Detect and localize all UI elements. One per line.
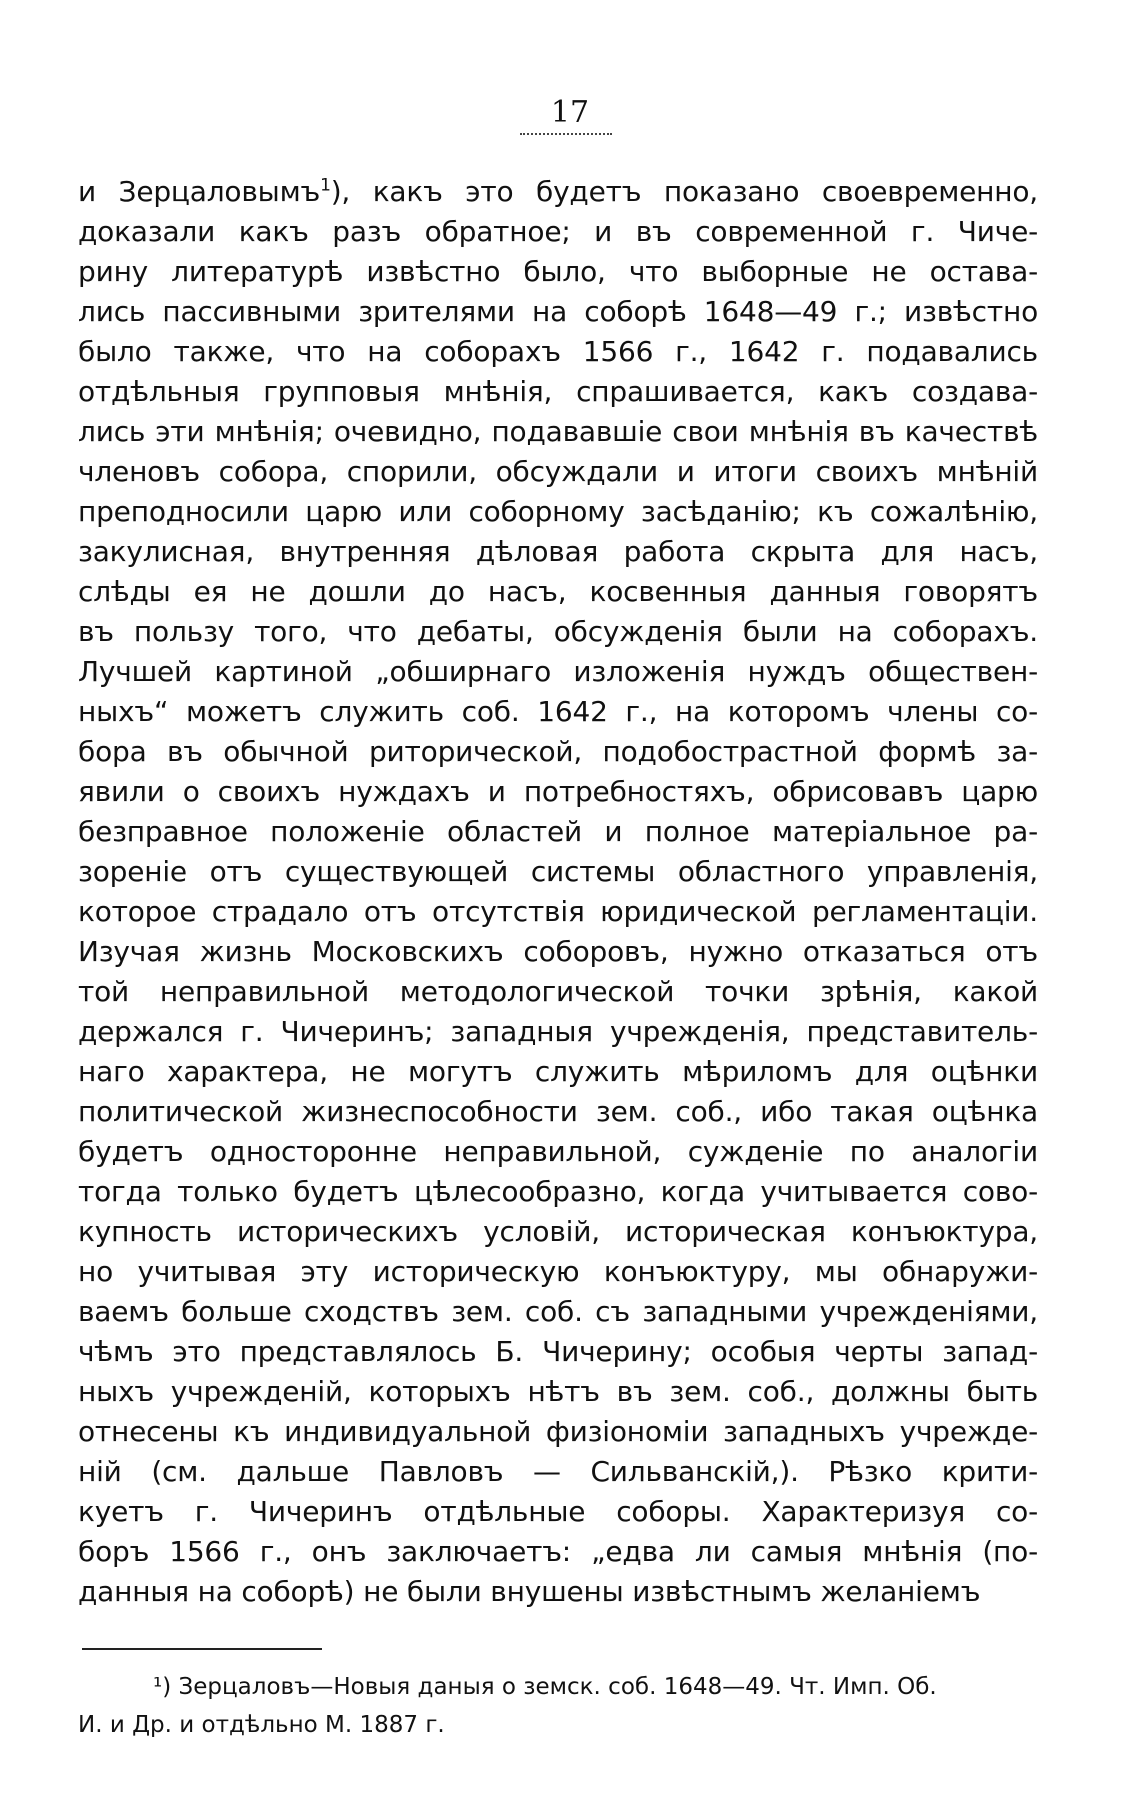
text-line: членовъ собора, спорили, обсуждали и итоги своихъ мнѣній <box>78 455 1038 488</box>
text-line: закулисная, внутренняя дѣловая работа скрыта для насъ, <box>78 535 1038 568</box>
text-line: будетъ односторонне неправильной, сужденіе по аналогіи <box>78 1135 1038 1168</box>
text-line: Изучая жизнь Московскихъ соборовъ, нужно отказаться отъ <box>78 935 1038 968</box>
text-line: безправное положеніе областей и полное матеріальное ра- <box>78 815 1038 848</box>
text-line: но учитывая эту историческую конъюктуру, мы обнаружи- <box>78 1255 1038 1288</box>
text-line: въ пользу того, что дебаты, обсужденія были на соборахъ. <box>78 615 1038 648</box>
text-line: куетъ г. Чичеринъ отдѣльные соборы. Характеризуя со- <box>78 1495 1038 1528</box>
footnote <box>78 1668 1038 1744</box>
text-line: доказали какъ разъ обратное; и въ современной г. Чиче- <box>78 215 1038 248</box>
text-line: было также, что на соборахъ 1566 г., 1642 г. подавались <box>78 335 1038 368</box>
text-line: ныхъ учрежденій, которыхъ нѣтъ въ зем. соб., должны быть <box>78 1375 1038 1408</box>
text-line: той неправильной методологической точки зрѣнія, какой <box>78 975 1038 1008</box>
text-line: тогда только будетъ цѣлесообразно, когда учитывается сово- <box>78 1175 1038 1208</box>
text-fragment: ), какъ это будетъ показано своевременно, <box>330 175 1038 208</box>
text-line: держался г. Чичеринъ; западныя учрежденія, представитель- <box>78 1015 1038 1048</box>
body-text <box>78 172 1038 1612</box>
text-line: политической жизнеспособности зем. соб., ибо такая оцѣнка <box>78 1095 1038 1128</box>
text-line: отдѣльныя групповыя мнѣнія, спрашивается, какъ создава- <box>78 375 1038 408</box>
text-fragment: и Зерцаловымъ <box>78 175 321 208</box>
text-line: отнесены къ индивидуальной физіономіи западныхъ учрежде- <box>78 1415 1038 1448</box>
text-line: лись пассивными зрителями на соборѣ 1648—49 г.; извѣстно <box>78 295 1038 328</box>
text-line: преподносили царю или соборному засѣданію; къ сожалѣнію, <box>78 495 1038 528</box>
text-line: рину литературѣ извѣстно было, что выборные не остава- <box>78 255 1038 288</box>
text-line: которое страдало отъ отсутствія юридической регламентаціи. <box>78 895 1038 928</box>
text-line: Лучшей картиной „обширнаго изложенія нуждъ обществен- <box>78 655 1038 688</box>
text-line: зореніе отъ существующей системы областного управленія, <box>78 855 1038 888</box>
text-line: слѣды ея не дошли до насъ, косвенныя данныя говорятъ <box>78 575 1038 608</box>
text-line: чѣмъ это представлялось Б. Чичерину; особыя черты запад- <box>78 1335 1038 1368</box>
footnote-marker: 1 <box>320 175 331 196</box>
text-line <box>78 172 1038 212</box>
text-line: явили о своихъ нуждахъ и потребностяхъ, обрисовавъ царю <box>78 775 1038 808</box>
text-line: бора въ обычной риторической, подобострастной формѣ за- <box>78 735 1038 768</box>
page-number-underline <box>520 133 612 135</box>
footnote-line: И. и Др. и отдѣльно М. 1887 г. <box>78 1712 445 1738</box>
text-line: купность историческихъ условій, историческая конъюктура, <box>78 1215 1038 1248</box>
text-line: данныя на соборѣ) не были внушены извѣстнымъ желаніемъ <box>78 1575 981 1608</box>
page-number: 17 <box>550 95 590 130</box>
text-line: ній (см. дальше Павловъ — Сильванскій,). Рѣзко крити- <box>78 1455 1038 1488</box>
text-line: ныхъ“ можетъ служить соб. 1642 г., на которомъ члены со- <box>78 695 1038 728</box>
text-line: ваемъ больше сходствъ зем. соб. съ западными учрежденіями, <box>78 1295 1038 1328</box>
text-line: боръ 1566 г., онъ заключаетъ: „едва ли самыя мнѣнія (по- <box>78 1535 1038 1568</box>
footnote-rule <box>82 1648 322 1650</box>
footnote-line: ¹) Зерцаловъ—Новыя даныя о земск. соб. 1648—49. Чт. Имп. Об. <box>153 1674 937 1700</box>
text-line: наго характера, не могутъ служить мѣриломъ для оцѣнки <box>78 1055 1038 1088</box>
text-line: лись эти мнѣнія; очевидно, подававшіе свои мнѣнія въ качествѣ <box>78 415 1038 448</box>
